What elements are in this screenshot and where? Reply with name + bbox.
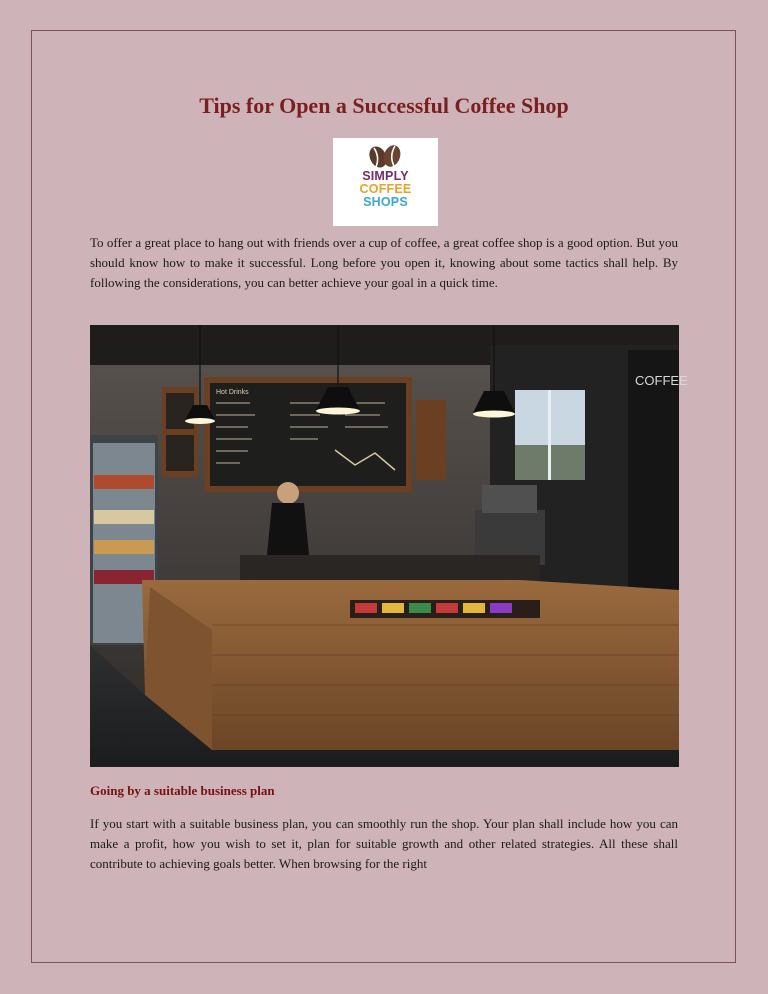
page-title: Tips for Open a Successful Coffee Shop [199,93,569,118]
chalkboard-text: COFFEE [635,373,688,388]
coffee-shop-photo [90,325,688,767]
section-heading: Going by a suitable business plan [90,783,275,798]
logo-text-shops: SHOPS [363,195,408,209]
menu-board-heading: Hot Drinks [216,389,249,396]
coffee-bean-icon [367,142,403,170]
logo-text-simply: SIMPLY [362,169,409,183]
intro-paragraph: To offer a great place to hang out with friends over a cup of coffee, a great coffee shop is a good option. But you should know how to make it successful. Long before you open it, knowing about some tactics shall help. By following the considerations, you can better achieve your goal in a quick time. [90,235,678,290]
logo-text-coffee: COFFEE [359,182,412,196]
coffee-shop-illustration [90,325,688,767]
simply-coffee-shops-logo [333,138,438,226]
section-paragraph: If you start with a suitable business plan, you can smoothly run the shop. Your plan shall include how you can make a profit, how you wish to set it, plan for suitable growth and other related strategies. All these shall contribute to achieving goals better. When browsing for the right [90,816,678,871]
